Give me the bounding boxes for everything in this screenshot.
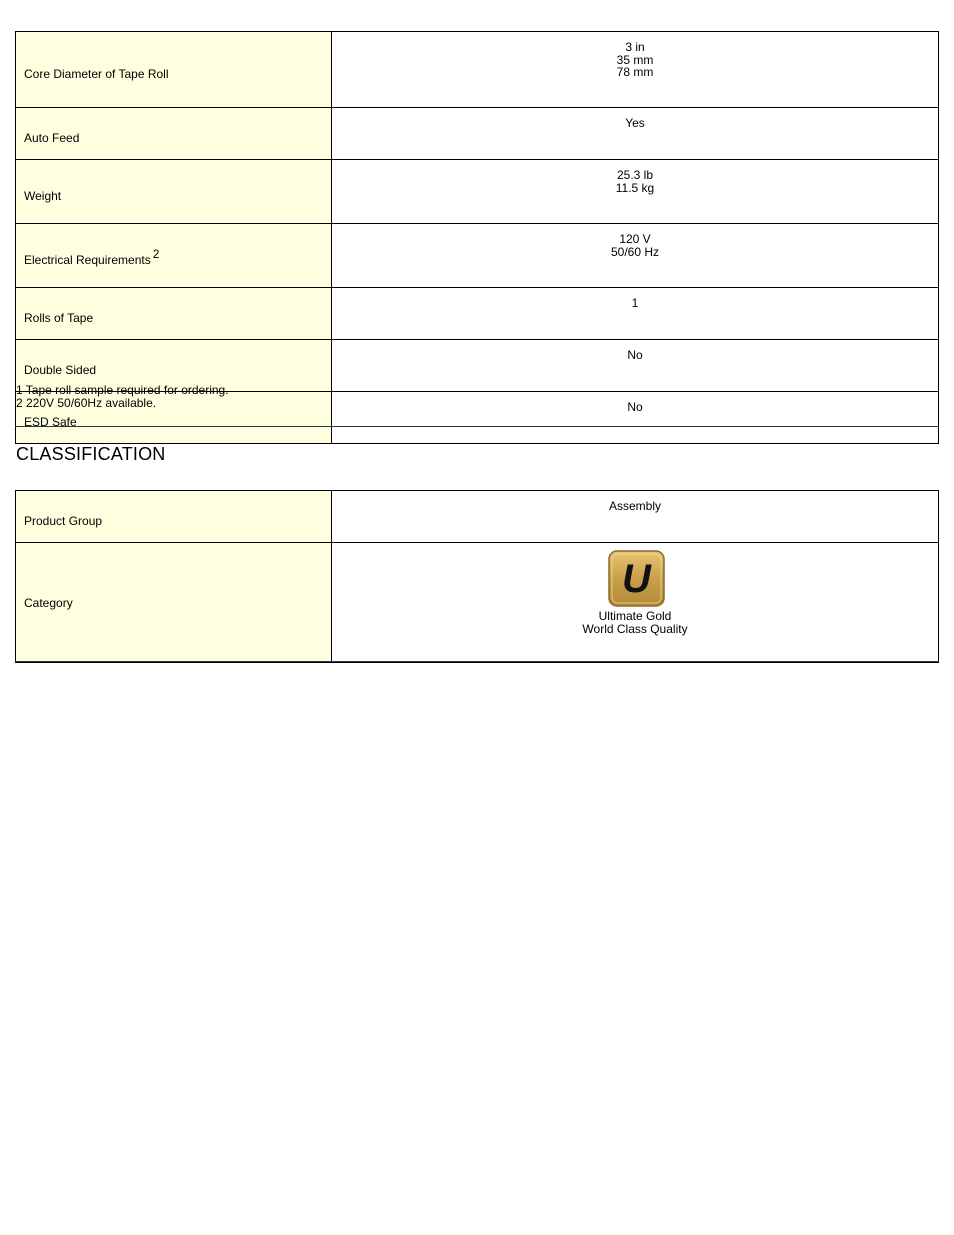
spec-label: Weight — [16, 160, 332, 224]
section-divider — [15, 661, 939, 662]
product-group-value — [332, 491, 939, 543]
footnote-1: 1 Tape roll sample required for ordering. — [16, 383, 229, 397]
footnote-2: 2 220V 50/60Hz available. — [16, 396, 157, 410]
spec-value-line: No — [627, 400, 643, 414]
product-group-text: Assembly — [608, 499, 661, 513]
spec-value-line: Yes — [625, 116, 645, 130]
classification-row — [16, 491, 939, 543]
spec-label: Double Sided — [16, 340, 332, 392]
spec-value-line: 1 — [631, 296, 639, 310]
category-label: Category — [16, 543, 332, 663]
footnote-ref: 2 — [152, 246, 160, 261]
spec-label — [16, 224, 332, 288]
spec-row — [16, 288, 939, 340]
spec-row — [16, 108, 939, 160]
spec-value — [332, 32, 939, 108]
classification-row — [16, 543, 939, 663]
spec-row — [16, 224, 939, 288]
spec-row — [16, 32, 939, 108]
spec-label: Core Diameter of Tape Roll — [16, 32, 332, 108]
spec-label-text: Electrical Requirements — [24, 252, 151, 267]
spec-value-line: 3 in — [625, 40, 645, 54]
category-value — [332, 543, 939, 663]
spec-value — [332, 288, 939, 340]
spec-value-line: No — [627, 348, 643, 362]
section-title: CLASSIFICATION — [16, 444, 166, 464]
footnotes — [16, 384, 229, 410]
spec-value — [332, 108, 939, 160]
spec-label: ESD Safe — [16, 392, 332, 444]
section-divider — [15, 426, 939, 427]
spec-label: Rolls of Tape — [16, 288, 332, 340]
spec-value-line: 25.3 lb — [616, 168, 654, 182]
spec-value — [332, 224, 939, 288]
badge-letter: U — [621, 557, 651, 601]
category-line: World Class Quality — [582, 621, 688, 636]
spec-value-line: 11.5 kg — [615, 180, 655, 195]
product-group-label: Product Group — [16, 491, 332, 543]
category-line: Ultimate Gold — [598, 609, 672, 623]
spec-value — [332, 160, 939, 224]
spec-value-line: 50/60 Hz — [610, 244, 660, 259]
spec-value-line: 78 mm — [616, 65, 654, 79]
spec-label: Auto Feed — [16, 108, 332, 160]
spec-value-line: 120 V — [619, 232, 651, 246]
spec-row — [16, 160, 939, 224]
spec-value — [332, 340, 939, 392]
classification-table — [15, 490, 939, 663]
ultimate-gold-badge-icon — [608, 550, 665, 607]
spec-value — [332, 392, 939, 444]
spec-value-line: 35 mm — [616, 52, 654, 67]
